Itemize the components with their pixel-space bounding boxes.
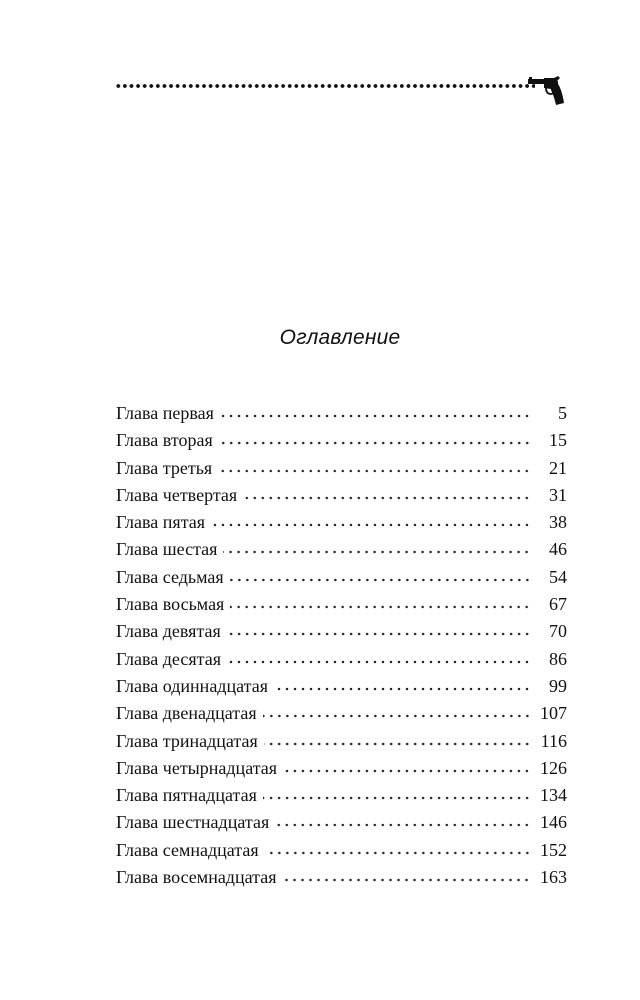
dot-leader [223,550,531,554]
toc-entry-label: Глава одиннадцатая [116,675,268,696]
toc-entry-page: 5 [558,403,567,423]
toc-entry-page: 70 [549,621,567,642]
toc-entry-page: 86 [549,648,567,669]
toc-entry-label: Глава четвертая [116,484,238,505]
dot-leader [219,441,531,445]
toc-entry[interactable] [116,864,567,891]
dot-leader [264,742,531,746]
toc-entry-label: Глава первая [116,403,214,423]
dot-leader [230,605,531,609]
dot-leader [275,823,531,827]
toc-entry[interactable] [116,728,567,755]
dot-leader [227,660,531,664]
toc-entry-label: Глава двенадцатая [116,703,257,724]
dotted-header-rule [115,83,535,89]
dot-leader [263,714,531,718]
toc-entry-label: Глава пятнадцатая [116,785,257,806]
toc-entry-page: 163 [540,867,567,888]
toc-entry-page: 134 [540,785,567,806]
toc-entry-label: Глава четырнадцатая [116,757,278,778]
toc-entry-page: 99 [549,675,567,696]
toc-entry[interactable] [116,564,567,591]
revolver-icon [527,76,565,106]
toc-entry[interactable] [116,673,567,700]
dot-leader [283,769,531,773]
toc-entry[interactable] [116,755,567,782]
toc-entry[interactable] [116,482,567,509]
toc-entry[interactable] [116,400,567,427]
toc-title: Оглавление [279,326,401,349]
toc-entry[interactable] [116,837,567,864]
toc-list [116,400,567,891]
toc-entry-page: 31 [549,484,567,505]
toc-entry[interactable] [116,427,567,454]
toc-entry-page: 67 [549,594,567,615]
toc-entry-label: Глава восемнадцатая [116,867,277,888]
toc-entry-label: Глава тринадцатая [116,730,258,751]
toc-entry-page: 54 [549,566,567,587]
toc-entry[interactable] [116,455,567,482]
toc-entry[interactable] [116,536,567,563]
dot-leader [230,578,531,582]
toc-entry-page: 126 [540,757,567,778]
toc-entry-page: 152 [540,839,567,860]
toc-entry[interactable] [116,618,567,645]
toc-entry-page: 15 [549,430,567,451]
toc-entry-label: Глава семнадцатая [116,839,259,860]
toc-entry-label: Глава вторая [116,430,213,451]
toc-entry-label: Глава третья [116,457,213,478]
dot-leader [282,878,531,882]
dot-leader [218,469,531,473]
toc-entry-label: Глава седьмая [116,566,224,587]
toc-entry-page: 107 [540,703,567,724]
toc-entry-page: 38 [549,512,567,533]
dot-leader [263,796,531,800]
dot-leader [243,496,531,500]
dot-leader [220,414,531,418]
toc-entry-page: 46 [549,539,567,560]
toc-entry[interactable] [116,809,567,836]
toc-entry[interactable] [116,646,567,673]
toc-entry-label: Глава шестая [116,539,218,560]
toc-entry-label: Глава десятая [116,648,221,669]
toc-entry[interactable] [116,700,567,727]
dot-leader [211,523,531,527]
dot-leader [274,687,531,691]
toc-entry-page: 21 [549,457,567,478]
toc-entry-page: 146 [540,812,567,833]
dot-leader [265,851,531,855]
toc-entry-page: 116 [540,730,567,751]
toc-entry-label: Глава девятая [116,621,221,642]
toc-entry-label: Глава шестнадцатая [116,812,270,833]
toc-entry[interactable] [116,591,567,618]
dot-leader [227,632,531,636]
toc-entry[interactable] [116,509,567,536]
toc-entry-label: Глава восьмая [116,594,225,615]
toc-entry[interactable] [116,782,567,809]
toc-entry-label: Глава пятая [116,512,206,533]
